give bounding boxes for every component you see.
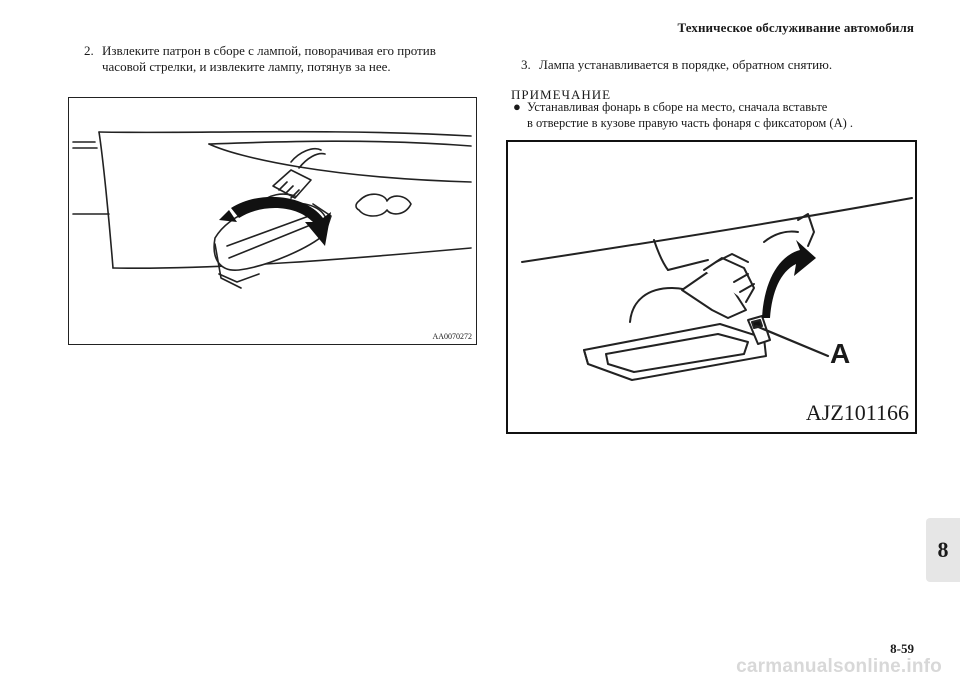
lamp-removal-illustration (69, 98, 476, 344)
figure-lamp-installation (506, 140, 917, 434)
step-text-line: Лампа устанавливается в порядке, обратном снятию. (539, 57, 833, 72)
bullet-icon: ● (513, 99, 521, 114)
step-3 (521, 57, 941, 75)
note-title: ПРИМЕЧАНИЕ (511, 87, 612, 102)
section-tab: 8 (926, 518, 960, 582)
note-text-line: в отверстие в кузове правую часть фонаря с фиксатором (А) . (527, 116, 854, 130)
step-text-line: Извлеките патрон в сборе с лампой, поворачивая его против (102, 43, 436, 58)
figure-code: AJZ101166 (805, 400, 909, 425)
page-header-title: Техническое обслуживание автомобиля (677, 20, 914, 35)
callout-label-a: A (830, 338, 851, 369)
page-number: 8-59 (890, 641, 914, 656)
step-number: 3. (521, 57, 531, 72)
step-number: 2. (84, 43, 94, 58)
note-text (527, 99, 853, 131)
step-2 (84, 43, 494, 77)
watermark: carmanualsonline.info (736, 656, 942, 677)
figure-code: AA0070272 (432, 332, 472, 341)
figure-lamp-removal (68, 97, 477, 345)
note-text-line: Устанавливая фонарь в сборе на место, сначала вставьте (527, 100, 828, 114)
lamp-installation-illustration (508, 142, 915, 432)
step-text-line: часовой стрелки, и извлеките лампу, потянув за нее. (102, 59, 391, 74)
